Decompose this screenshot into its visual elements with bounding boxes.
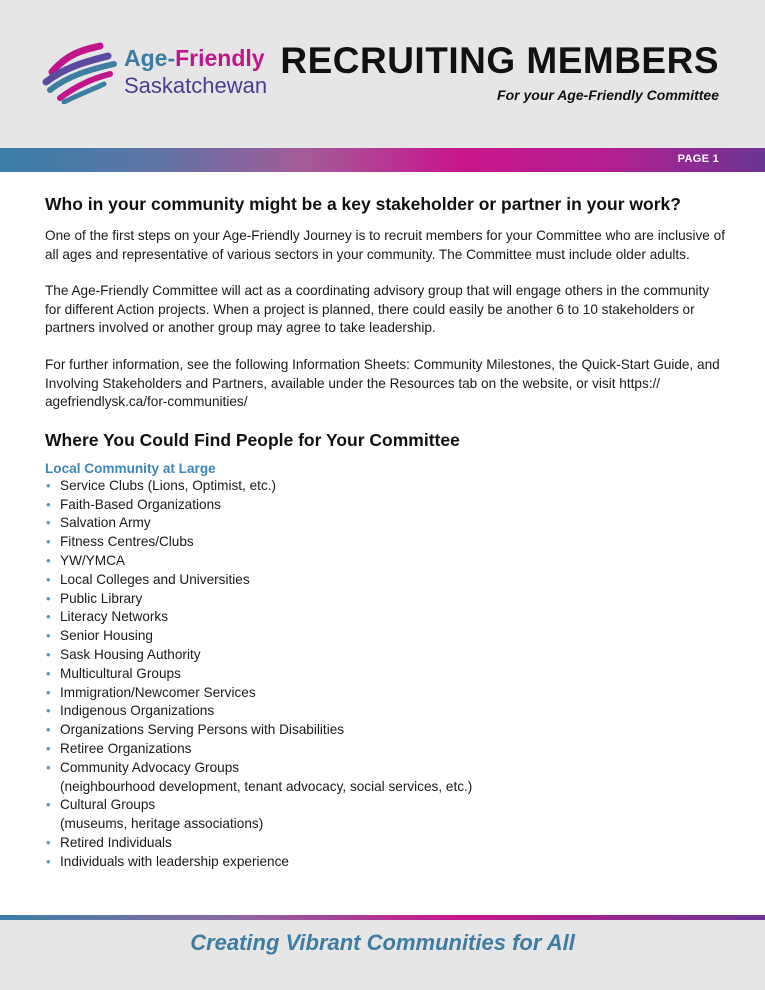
list-item-text: Immigration/Newcomer Services (60, 684, 256, 700)
list-item (45, 853, 725, 872)
list-item-text: Retiree Organizations (60, 740, 192, 756)
list-item-text: Literacy Networks (60, 609, 169, 625)
list-item-text: YW/YMCA (60, 552, 125, 568)
footer-tagline: Creating Vibrant Communities for All (190, 930, 575, 955)
list-item (45, 721, 725, 740)
bullet-icon: • (46, 496, 51, 512)
list-item-text: Senior Housing (60, 628, 153, 644)
list-item-text: Retired Individuals (60, 834, 172, 850)
bullet-icon: • (46, 515, 51, 531)
list-item (45, 608, 725, 627)
list-item-text: Fitness Centres/Clubs (60, 534, 194, 550)
stakeholder-list (45, 477, 725, 872)
list-item (45, 740, 725, 759)
intro-paragraph: For further information, see the following Information Sheets: Community Milestones, the Quick-Start Guide, and Involving Stakeholders and Partners, available under the Resources tab on the website, or visit https:// agefriendlysk.ca/for-communities/ (45, 356, 720, 410)
bullet-icon: • (46, 722, 51, 738)
page-subtitle: For your Age-Friendly Committee (497, 87, 719, 103)
bullet-icon: • (46, 740, 51, 756)
section-subheading: Local Community at Large (45, 460, 216, 476)
list-item-text: Faith-Based Organizations (60, 496, 221, 512)
bullet-icon: • (46, 628, 51, 644)
list-item-text: Organizations Serving Persons with Disabilities (60, 722, 345, 738)
bullet-icon: • (46, 853, 51, 869)
main-content (45, 194, 725, 871)
list-item (45, 702, 725, 721)
bullet-icon: • (46, 477, 51, 493)
list-item-text: Community Advocacy Groups (60, 759, 240, 775)
bullet-icon: • (46, 609, 51, 625)
list-item (45, 533, 725, 552)
bullet-icon: • (46, 797, 51, 813)
logo-word-age: Age- (124, 45, 176, 71)
bullet-icon: • (46, 759, 51, 775)
list-item (45, 796, 725, 834)
page-number-label: PAGE 1 (677, 153, 719, 165)
list-item (45, 834, 725, 853)
list-item (45, 477, 725, 496)
age-friendly-logo (42, 40, 272, 110)
list-item (45, 514, 725, 533)
list-item-subtext: (neighbourhood development, tenant advocacy, social services, etc.) (60, 778, 473, 794)
list-item-text: Local Colleges and Universities (60, 571, 250, 587)
list-item (45, 496, 725, 515)
list-item-text: Public Library (60, 590, 143, 606)
logo-wordmark (124, 44, 267, 100)
bullet-icon: • (46, 534, 51, 550)
list-item (45, 590, 725, 609)
list-item (45, 759, 725, 797)
list-item (45, 646, 725, 665)
header-gradient-band (0, 148, 765, 172)
list-item (45, 665, 725, 684)
intro-paragraph: The Age-Friendly Committee will act as a coordinating advisory group that will engage others in the community for different Action projects. When a project is planned, there could easily be another 6 to 10 stakeholders or partners involved or another group may agree to take leadership. (45, 283, 710, 336)
list-item (45, 552, 725, 571)
list-item (45, 684, 725, 703)
brushstroke-logo-icon (42, 42, 122, 104)
bullet-icon: • (46, 552, 51, 568)
bullet-icon: • (46, 571, 51, 587)
list-item-text: Indigenous Organizations (60, 703, 215, 719)
list-item (45, 627, 725, 646)
list-item-subtext: (museums, heritage associations) (60, 816, 264, 832)
bullet-icon: • (46, 684, 51, 700)
page-header (0, 0, 765, 148)
intro-paragraph: One of the first steps on your Age-Friendly Journey is to recruit members for your Committee who are inclusive of all ages and representative of various sectors in your community. The Committee must include older adults. (45, 228, 725, 262)
bullet-icon: • (46, 665, 51, 681)
list-item-text: Sask Housing Authority (60, 646, 201, 662)
list-item-text: Multicultural Groups (60, 665, 181, 681)
logo-word-friendly: Friendly (175, 45, 265, 71)
bullet-icon: • (46, 646, 51, 662)
list-item (45, 571, 725, 590)
list-item-text: Individuals with leadership experience (60, 853, 289, 869)
page-title: RECRUITING MEMBERS (280, 40, 719, 81)
bullet-icon: • (46, 590, 51, 606)
logo-word-saskatchewan: Saskatchewan (124, 73, 268, 98)
list-item-text: Cultural Groups (60, 797, 156, 813)
list-item-text: Salvation Army (60, 515, 151, 531)
list-item-text: Service Clubs (Lions, Optimist, etc.) (60, 477, 277, 493)
bullet-icon: • (46, 834, 51, 850)
intro-heading: Who in your community might be a key stakeholder or partner in your work? (45, 194, 681, 214)
page-footer (0, 920, 765, 990)
section-heading: Where You Could Find People for Your Committee (45, 429, 460, 450)
bullet-icon: • (46, 703, 51, 719)
